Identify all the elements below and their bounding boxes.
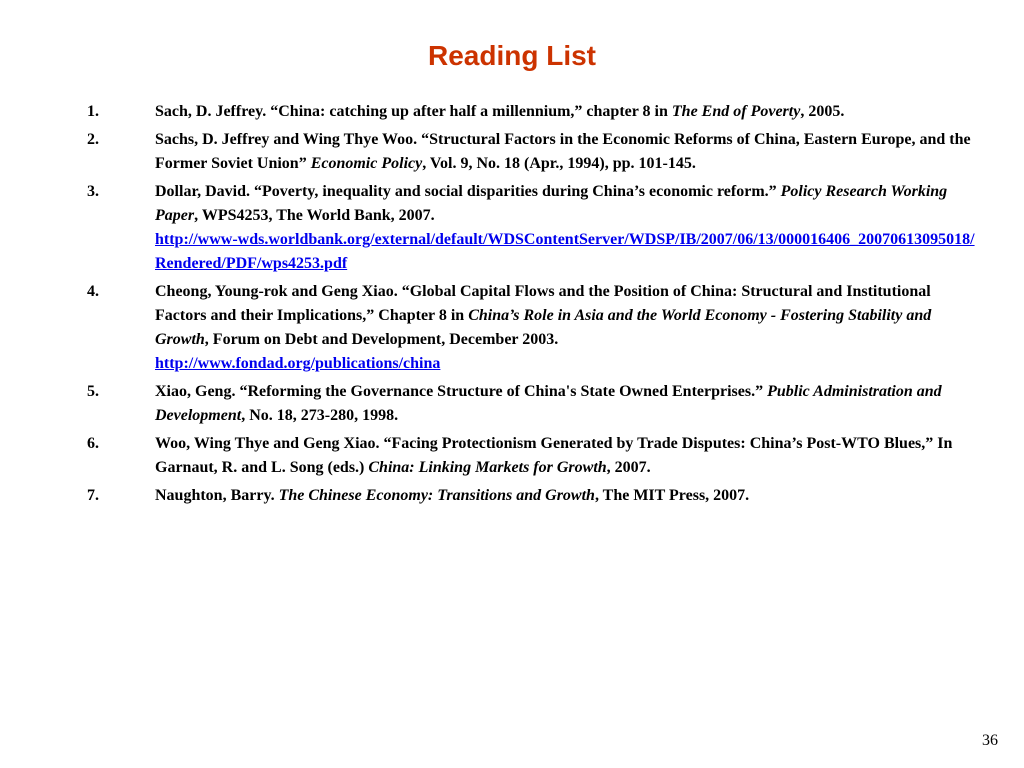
- reference-citation: Woo, Wing Thye and Geng Xiao. “Facing Protectionism Generated by Trade Disputes: China’s Post-WTO Blues,” In Garnaut, R. and L. Song (eds.): [155, 435, 953, 476]
- reference-details: , Forum on Debt and Development, December 2003.: [204, 331, 559, 348]
- reference-citation: Sachs, D. Jeffrey and Wing Thye Woo. “Structural Factors in the Economic Reforms of China, Eastern Europe, and the Former Soviet Union”: [155, 131, 971, 172]
- reference-item-3: [87, 180, 977, 276]
- reference-source-title: The End of Poverty: [671, 103, 801, 120]
- reference-text: [155, 380, 977, 428]
- reference-citation: Naughton, Barry.: [155, 487, 279, 504]
- reference-source-title: Policy Research Working Paper: [155, 183, 948, 224]
- reading-list: [87, 100, 977, 512]
- reference-details: , Vol. 9, No. 18 (Apr., 1994), pp. 101-145.: [422, 155, 696, 172]
- reference-number: 6.: [87, 435, 99, 452]
- page-number: 36: [982, 732, 998, 749]
- reference-source-title: Public Administration and Development: [155, 383, 942, 424]
- reference-number: 1.: [87, 103, 99, 120]
- reference-source-title: China: Linking Markets for Growth: [368, 459, 607, 476]
- reference-text: [155, 100, 977, 124]
- reference-details: , WPS4253, The World Bank, 2007.: [194, 207, 435, 224]
- reference-text: [155, 432, 977, 480]
- reference-details: , 2007.: [606, 459, 651, 476]
- reference-source-title: Economic Policy: [310, 155, 423, 172]
- reference-number: 7.: [87, 487, 99, 504]
- reference-number: 4.: [87, 283, 99, 300]
- reference-number: 5.: [87, 383, 99, 400]
- reference-link[interactable]: http://www-wds.worldbank.org/external/default/WDSContentServer/WDSP/IB/2007/06/13/000016406_20070613095018/Rendered/PDF/wps4253.pdf: [155, 231, 975, 272]
- reference-number: 3.: [87, 183, 99, 200]
- reference-item-1: [87, 100, 977, 124]
- page-title: Reading List: [427, 40, 596, 71]
- reference-text: [155, 280, 977, 376]
- reference-text: [155, 484, 977, 508]
- reference-citation: Dollar, David. “Poverty, inequality and social disparities during China’s economic reform.”: [155, 183, 781, 200]
- reference-link[interactable]: http://www.fondad.org/publications/china: [155, 355, 441, 372]
- reference-text: [155, 180, 977, 276]
- reference-source-title: The Chinese Economy: Transitions and Growth: [278, 487, 595, 504]
- reference-source-title: China’s Role in Asia and the World Economy - Fostering Stability and Growth: [155, 307, 932, 348]
- reference-item-5: [87, 380, 977, 428]
- reference-citation: Xiao, Geng. “Reforming the Governance Structure of China's State Owned Enterprises.”: [155, 383, 768, 400]
- reference-details: , 2005.: [800, 103, 845, 120]
- reference-item-6: [87, 432, 977, 480]
- reference-text: [155, 128, 977, 176]
- reference-item-4: [87, 280, 977, 376]
- reference-citation: Cheong, Young-rok and Geng Xiao. “Global Capital Flows and the Position of China: Structural and Institutional Factors and their Implications,” Chapter 8 in: [155, 283, 931, 324]
- reference-citation: Sach, D. Jeffrey. “China: catching up after half a millennium,” chapter 8 in: [155, 103, 672, 120]
- reference-item-7: [87, 484, 977, 508]
- reference-details: , The MIT Press, 2007.: [594, 487, 750, 504]
- reference-details: , No. 18, 273-280, 1998.: [241, 407, 399, 424]
- reference-number: 2.: [87, 131, 99, 148]
- reference-item-2: [87, 128, 977, 176]
